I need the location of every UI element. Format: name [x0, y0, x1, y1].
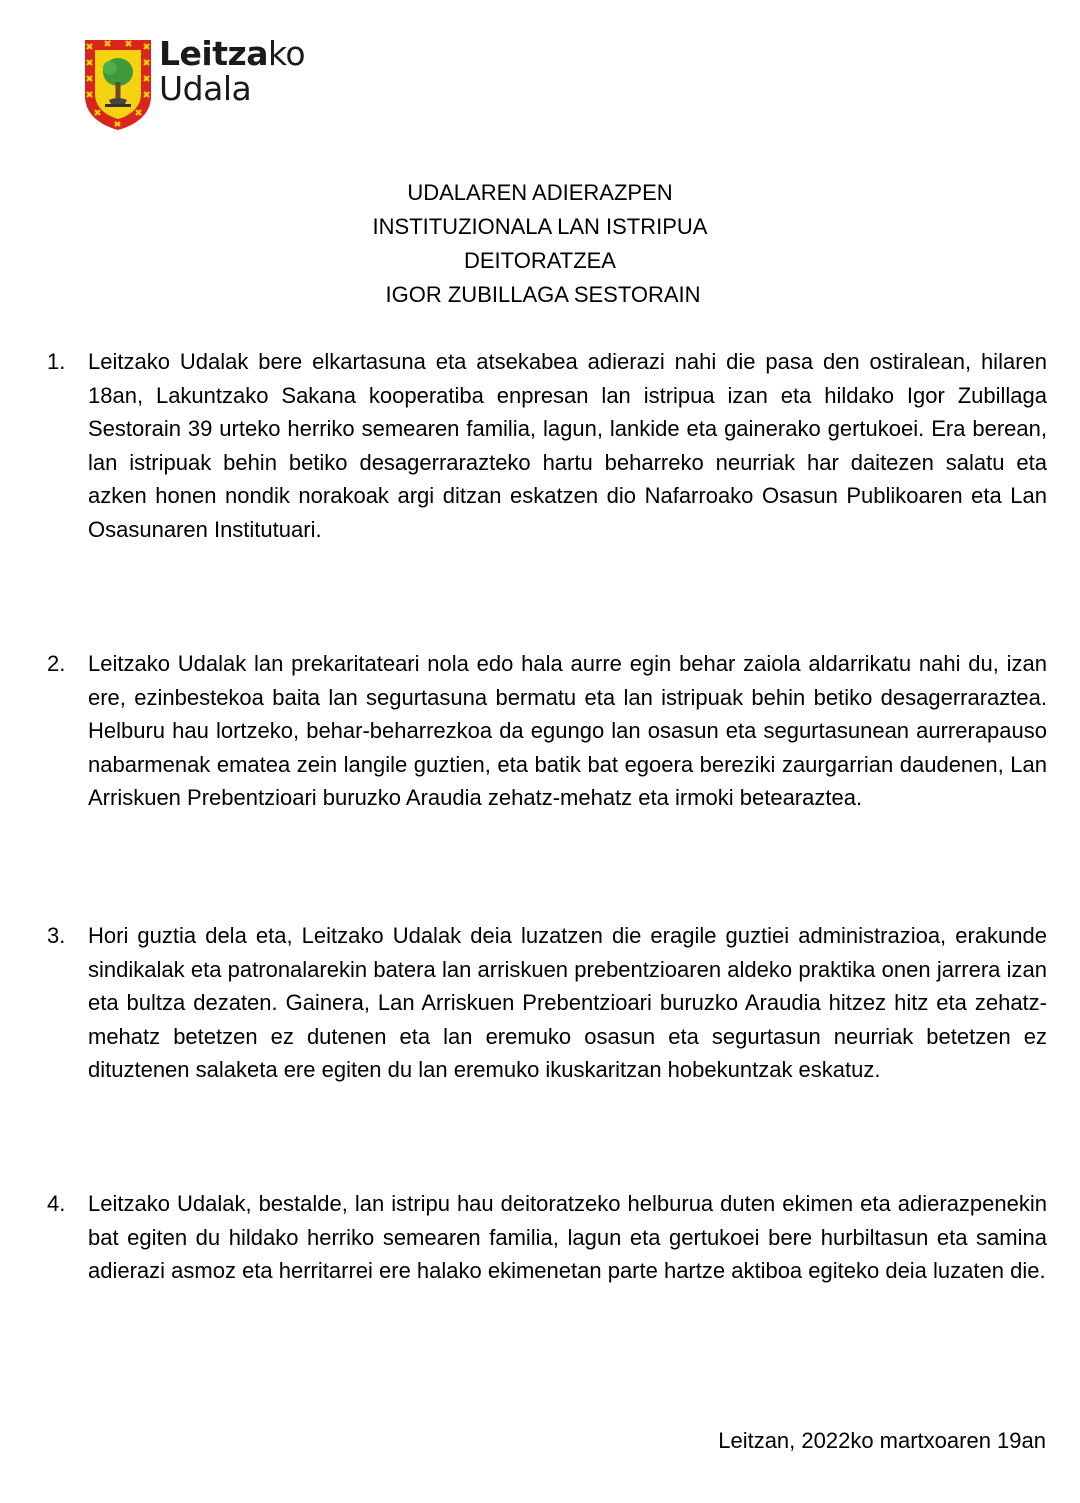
- title-line: DEITORATZEA: [464, 248, 616, 273]
- list-item-text: Leitzako Udalak, bestalde, lan istripu hau deitoratzeko helburua duten ekimen eta adierazpenekin bat egiten du hildako herriko semearen familia, lagun eta gertukoei bere hurbiltasun eta samina adierazi asmoz eta herritarrei ere halako ekimenetan parte hartze aktiboa egiteko deia luzaten die.: [88, 1191, 1047, 1283]
- document-title: [0, 176, 1080, 312]
- list-item-number: 1.: [47, 349, 66, 374]
- list-item-text: Leitzako Udalak lan prekaritateari nola edo hala aurre egin behar zaiola aldarrikatu nahi du, izan ere, ezinbestekoa baita lan segurtasuna bermatu eta lan istripuak behin betiko desagerraraztea. Helburu hau lortzeko, behar-beharrezkoa da egungo lan osasun eta segurtasunean aurrerapauso nabarmenak ematea zein langile guztien, eta batik bat egoera bereziki zaurgarrian daudenen, Lan Arriskuen Prebentzioari buruzko Araudia zehatz-mehatz eta irmoki betearaztea.: [88, 651, 1047, 810]
- logo-line2: Udala: [159, 69, 252, 108]
- document-date: Leitzan, 2022ko martxoaren 19an: [718, 1428, 1046, 1453]
- title-line: INSTITUZIONALA LAN ISTRIPUA: [372, 214, 708, 239]
- title-line: UDALAREN ADIERAZPEN: [407, 180, 673, 205]
- municipality-logo: [83, 34, 313, 134]
- logo-name-rest: ko: [267, 34, 306, 73]
- list-item-number: 2.: [47, 651, 66, 676]
- logo-wordmark: [159, 36, 305, 106]
- coat-of-arms-icon: [83, 38, 153, 132]
- list-item-text: Hori guztia dela eta, Leitzako Udalak deia luzatzen die eragile guztiei administrazioa, erakunde sindikalak eta patronalarekin batera lan arriskuen prebentzioaren aldeko praktika onen jarrera izan eta bultza dezaten. Gainera, Lan Arriskuen Prebentzioari buruzko Araudia hitzez hitz eta zehatz-mehatz betetzen ez dutenen eta lan eremuko osasun eta segurtasun neurriak betetzen ez dituztenen salaketa ere egiten du lan eremuko ikuskaritzan hobekuntzak eskatuz.: [88, 923, 1047, 1082]
- list-item-number: 3.: [47, 923, 66, 948]
- list-item-number: 4.: [47, 1191, 66, 1216]
- logo-name-bold: Leitza: [159, 34, 268, 73]
- list-item-text: Leitzako Udalak bere elkartasuna eta atsekabea adierazi nahi die pasa den ostiralean, hilaren 18an, Lakuntzako Sakana kooperatiba enpresan lan istripua izan eta hildako Igor Zubillaga Sestorain 39 urteko herriko semearen familia, lagun, lankide eta gainerako gertukoei. Era berean, lan istripuak behin betiko desagerrarazteko hartu beharreko neurriak har daitezen salatu eta azken honen nondik norakoak argi ditzan eskatzen dio Nafarroako Osasun Publikoaren eta Lan Osasunaren Institutuari.: [88, 349, 1047, 542]
- title-line: IGOR ZUBILLAGA SESTORAIN: [379, 282, 701, 307]
